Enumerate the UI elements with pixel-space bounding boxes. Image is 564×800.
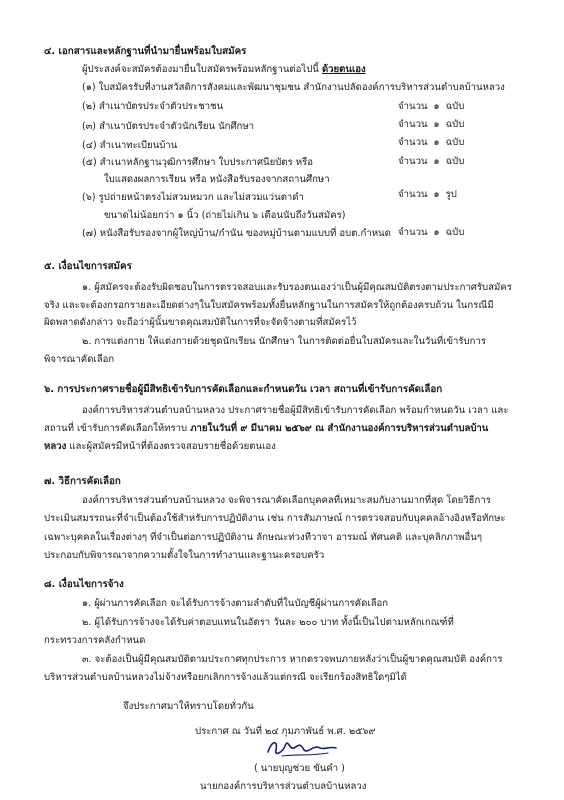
item-3: (๓) สำเนาบัตรประจำตัวนักเรียน นักศึกษา (82, 121, 255, 132)
signature-image (262, 736, 352, 760)
closing-notice: จึงประกาศมาให้ทราบโดยทั่วกัน (123, 701, 254, 712)
sec7-line2: ประเมินสมรรถนะที่จำเป็นต้องใช้สำหรับการปฏิบัติงาน เช่น การสัมภาษณ์ การตรวจสอบกับบุคคลอ้างอิงหรือทักษะ (44, 513, 506, 524)
signer-title: นายกองค์การบริหารส่วนตำบลบ้านหลวง (200, 781, 367, 792)
sec7-line4: ประกอบกับพิจารณาจากความตั้งใจในการทำงานและฐานะครอบครัว (44, 550, 325, 561)
section-5-heading: ๕. เงื่อนไขการสมัคร (44, 261, 132, 272)
section-8-heading: ๘. เงื่อนไขการจ้าง (44, 579, 124, 590)
sec6-line2-text: สถานที่ เข้ารับการคัดเลือกให้ทราบ (44, 423, 188, 434)
sec5-p1-line1: ๑. ผู้สมัครจะต้องรับผิดชอบในการตรวจสอบและรับรองตนเองว่าเป็นผู้มีคุณสมบัติตรงตามประกาศรับสมัคร (82, 282, 512, 293)
section-7-heading: ๗. วิธีการคัดเลือก (44, 476, 121, 487)
sec8-p2-line1: ๒. ผู้ได้รับการจ้างจะได้รับค่าตอบแทนในอัตรา วันละ ๒๐๐ บาท ทั้งนี้เป็นไปตามหลักเกณฑ์ที่ (82, 617, 454, 628)
item-7: (๗) หนังสือรับรองจากผู้ใหญ่บ้าน/กำนัน ของหมู่บ้านตามแบบที่ อบต.กำหนด (82, 228, 391, 239)
sec6-line3 (44, 440, 276, 453)
item-4-count: จำนวน ๑ ฉบับ (398, 137, 465, 148)
section-4-heading: ๔. เอกสารและหลักฐานที่นำมายื่นพร้อมใบสมัคร (44, 46, 247, 57)
sec6-line1: องค์การบริหารส่วนตำบลบ้านหลวง ประกาศรายชื่อผู้มีสิทธิเข้ารับการคัดเลือก พร้อมกำหนดวัน เวลา และ (82, 405, 509, 416)
item-2: (๒) สำเนาบัตรประจำตัวประชาชน (82, 101, 224, 112)
signer-name: ( นายบุญช่วย ขันคำ ) (254, 763, 345, 774)
sec8-p2-line2: กระทรวงการคลังกำหนด (44, 635, 146, 646)
item-4: (๔) สำเนาทะเบียนบ้าน (82, 140, 178, 151)
sec6-line3-bold: หลวง (44, 441, 67, 452)
sec7-line1: องค์การบริหารส่วนตำบลบ้านหลวง จะพิจารณาคัดเลือกบุคคลที่เหมาะสมกับงานมากที่สุด โดยวิธีการ (82, 495, 491, 506)
item-7-count: จำนวน ๑ ฉบับ (398, 227, 465, 238)
sec6-line2-date: ภายในวันที่ ๙ มีนาคม ๒๕๖๙ ณ สำนักงานองค์การบริหารส่วนตำบลบ้าน (190, 423, 489, 434)
item-2-count: จำนวน ๑ ฉบับ (398, 101, 465, 112)
item-6-line2: ขนาดไม่น้อยกว่า ๑ นิ้ว (ถ่ายไม่เกิน ๖ เดือนนับถึงวันสมัคร) (104, 210, 346, 221)
item-3-count: จำนวน ๑ ฉบับ (398, 119, 465, 130)
intro-text: ผู้ประสงค์จะสมัครต้องมายื่นใบสมัครพร้อมหลักฐานต่อไปนี้ (82, 64, 319, 75)
intro-emphasis: ด้วยตนเอง (321, 64, 366, 75)
sec5-p2-line1: ๒. การแต่งกาย ให้แต่งกายด้วยชุดนักเรียน นักศึกษา ในการติดต่อยื่นใบสมัครและในวันที่เข้ารับการ (82, 336, 486, 347)
item-6-count: จำนวน ๑ รูป (398, 189, 457, 200)
sec5-p1-line2: จริง และจะต้องกรอกรายละเอียดต่างๆในใบสมัครพร้อมทั้งยื่นหลักฐานในการสมัครให้ถูกต้องครบถ้วน ในกรณีมี (44, 300, 494, 311)
item-5: (๕) สำเนาหลักฐานวุฒิการศึกษา ใบประกาศนียบัตร หรือ (82, 157, 313, 168)
sec5-p1-line3: ผิดพลาดดังกล่าว จะถือว่าผู้นั้นขาดคุณสมบัติในการที่จะจัดจ้างตามที่สมัครไว้ (44, 317, 357, 328)
item-1: (๑) ใบสมัครรับที่งานสวัสดิการสังคมและพัฒนาชุมชน สำนักงานปลัดองค์การบริหารส่วนตำบลบ้านหลวง (82, 82, 505, 93)
item-5-line2: ใบแสดงผลการเรียน หรือ หนังสือรับรองจากสถานศึกษา (104, 174, 330, 185)
sec7-line3: เฉพาะบุคคลในเรื่องต่างๆ ที่จำเป็นต่อการปฏิบัติงาน ลักษณะท่วงทีวาจา อารมณ์ ทัศนคติ และบุคลิกภาพอื่นๆ (44, 532, 483, 543)
section-6-heading: ๖. การประกาศรายชื่อผู้มีสิทธิเข้ารับการคัดเลือกและกำหนดวัน เวลา สถานที่เข้ารับการคัดเลือก (44, 384, 443, 395)
announcement-date: ประกาศ ณ วันที่ ๒๔ กุมภาพันธ์ พ.ศ. ๒๕๖๙ (195, 726, 376, 737)
sec8-p3-line1: ๓. จะต้องเป็นผู้มีคุณสมบัติตามประกาศทุกประการ หากตรวจพบภายหลังว่าเป็นผู้ขาดคุณสมบัติ องค์การ (82, 654, 503, 665)
sec8-p1: ๑. ผู้ผ่านการคัดเลือก จะได้รับการจ้างตามลำดับที่ในบัญชีผู้ผ่านการคัดเลือก (82, 598, 389, 609)
sec6-line2 (44, 422, 488, 435)
sec8-p3-line2: บริหารส่วนตำบลบ้านหลวงไม่จ้างหรือยกเลิกการจ้างแล้วแต่กรณี จะเรียกร้องสิทธิใดๆมิได้ (44, 672, 407, 683)
item-6: (๖) รูปถ่ายหน้าตรงไม่สวมหมวก และไม่สวมแว่นตาดำ (82, 192, 304, 203)
sec6-line3-text: และผู้สมัครมีหน้าที่ต้องตรวจสอบรายชื่อด้วยตนเอง (69, 441, 276, 452)
sec5-p2-line2: พิจารณาคัดเลือก (44, 354, 115, 365)
section-4-intro (82, 63, 366, 76)
item-5-count: จำนวน ๑ ฉบับ (398, 156, 465, 167)
